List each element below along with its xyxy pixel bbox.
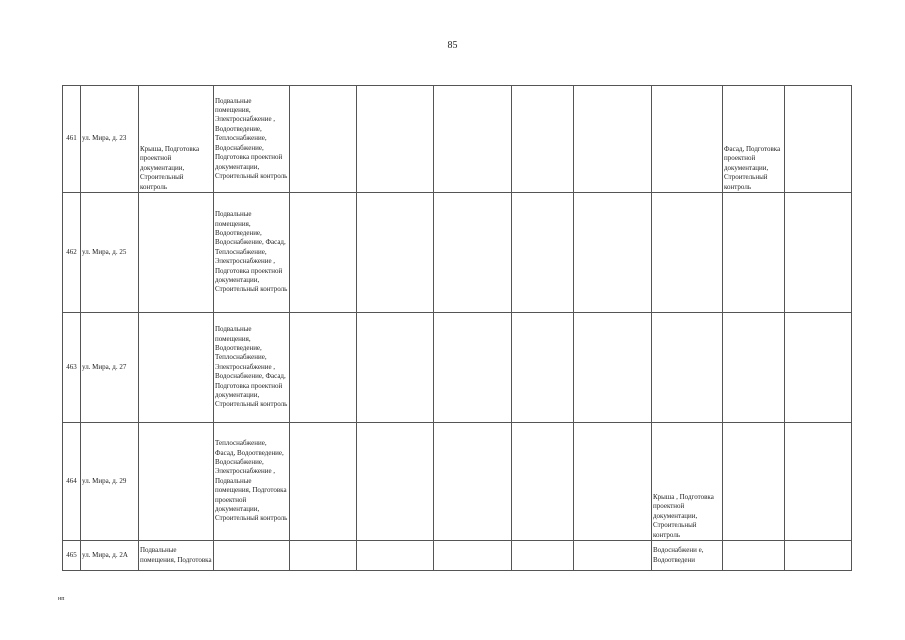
works-cell: Подвальные помещения, Водоотведение, Теплоснабжение, Электроснабжение , Водоснабжение, Фасад, Подготовка проектной документации, Строительный контроль [214, 313, 290, 423]
table-row [63, 423, 852, 541]
empty-cell [785, 193, 852, 313]
empty-cell [290, 193, 357, 313]
row-number: 463 [63, 313, 81, 423]
row-number: 461 [63, 86, 81, 193]
works-cell [652, 193, 723, 313]
empty-cell [290, 86, 357, 193]
page-number: 85 [447, 40, 458, 51]
footer-mark: нп [58, 596, 65, 602]
table-row [63, 193, 852, 313]
empty-cell [512, 193, 574, 313]
table-row [63, 541, 852, 571]
works-cell: Водоснабжени е, Водоотведени [652, 541, 723, 571]
empty-cell [574, 541, 652, 571]
works-cell [723, 423, 785, 541]
works-cell [723, 193, 785, 313]
empty-cell [434, 541, 512, 571]
works-cell [723, 313, 785, 423]
works-cell [139, 313, 214, 423]
works-cell [723, 541, 785, 571]
empty-cell [512, 541, 574, 571]
table-row [63, 313, 852, 423]
works-cell: Подвальные помещения, Электроснабжение , Водоотведение, Теплоснабжение, Водоснабжение, Подготовка проектной документации, Строительный контроль [214, 86, 290, 193]
empty-cell [785, 86, 852, 193]
works-cell: Крыша, Подготовка проектной документации, Строительный контроль [139, 86, 214, 193]
works-cell [214, 541, 290, 571]
empty-cell [357, 541, 434, 571]
empty-cell [357, 313, 434, 423]
row-number: 464 [63, 423, 81, 541]
empty-cell [785, 313, 852, 423]
empty-cell [434, 423, 512, 541]
capital-repair-table [62, 85, 852, 571]
empty-cell [357, 423, 434, 541]
works-cell: Фасад, Подготовка проектной документации, Строительный контроль [723, 86, 785, 193]
works-cell [652, 86, 723, 193]
empty-cell [574, 193, 652, 313]
works-cell [139, 193, 214, 313]
empty-cell [290, 423, 357, 541]
row-number: 462 [63, 193, 81, 313]
empty-cell [434, 86, 512, 193]
empty-cell [785, 541, 852, 571]
empty-cell [574, 423, 652, 541]
empty-cell [434, 313, 512, 423]
address-cell: ул. Мира, д. 2А [81, 541, 139, 571]
works-cell: Подвальные помещения, Подготовка [139, 541, 214, 571]
empty-cell [512, 86, 574, 193]
address-cell: ул. Мира, д. 29 [81, 423, 139, 541]
works-cell: Подвальные помещения, Водоотведение, Водоснабжение, Фасад, Теплоснабжение, Электроснабжение , Подготовка проектной документации, Строительный контроль [214, 193, 290, 313]
empty-cell [357, 86, 434, 193]
empty-cell [434, 193, 512, 313]
empty-cell [290, 313, 357, 423]
empty-cell [357, 193, 434, 313]
works-cell: Теплоснабжение, Фасад, Водоотведение, Водоснабжение, Электроснабжение , Подвальные помещения, Подготовка проектной документации, Строительный контроль [214, 423, 290, 541]
empty-cell [512, 423, 574, 541]
works-cell [139, 423, 214, 541]
works-cell [652, 313, 723, 423]
empty-cell [785, 423, 852, 541]
table-row [63, 86, 852, 193]
empty-cell [290, 541, 357, 571]
empty-cell [574, 86, 652, 193]
empty-cell [512, 313, 574, 423]
works-cell: Крыша , Подготовка проектной документации, Строительный контроль [652, 423, 723, 541]
empty-cell [574, 313, 652, 423]
address-cell: ул. Мира, д. 23 [81, 86, 139, 193]
address-cell: ул. Мира, д. 27 [81, 313, 139, 423]
address-cell: ул. Мира, д. 25 [81, 193, 139, 313]
row-number: 465 [63, 541, 81, 571]
